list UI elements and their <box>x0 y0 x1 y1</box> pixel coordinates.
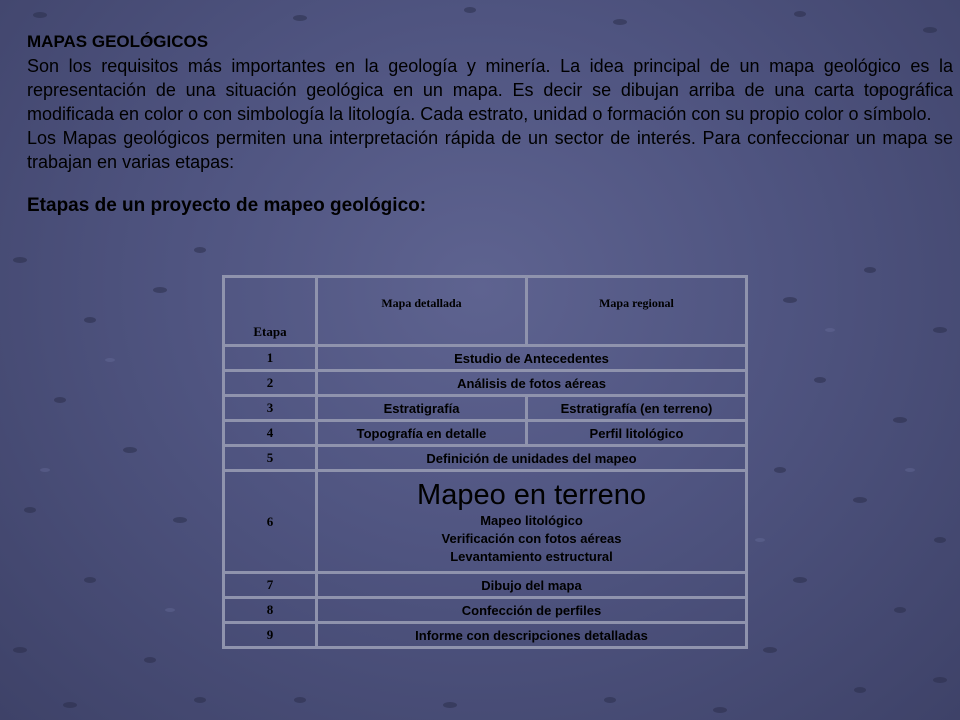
stages-table <box>222 275 748 649</box>
table-row <box>224 446 747 471</box>
stage-detallada: Topografía en detalle <box>317 421 527 446</box>
header-mapa-regional: Mapa regional <box>527 277 747 346</box>
header-mapa-detallada: Mapa detallada <box>317 277 527 346</box>
stage-description: Estudio de Antecedentes <box>317 346 747 371</box>
stage-subitem: Verificación con fotos aéreas <box>441 530 622 546</box>
paragraph-1: Son los requisitos más importantes en la geología y minería. La idea principal de un mapa geológico es la representación de una situación geológica en un mapa. Es decir se dibujan arriba de una carta topográfica modificada en color o con simbología la litología. Cada estrato, unidad o formación con su propio color o símbolo. <box>27 56 953 124</box>
stage-description: Dibujo del mapa <box>317 573 747 598</box>
paragraph-2: Los Mapas geológicos permiten una interpretación rápida de un sector de interés. Para confeccionar un mapa se trabajan en varias etapas: <box>27 128 953 172</box>
stage-description: Análisis de fotos aéreas <box>317 371 747 396</box>
table-row <box>224 371 747 396</box>
section-heading: MAPAS GEOLÓGICOS <box>27 32 209 51</box>
stage-number: 7 <box>224 573 317 598</box>
stage-regional: Estratigrafía (en terreno) <box>527 396 747 421</box>
stage-number: 5 <box>224 446 317 471</box>
stage-number: 3 <box>224 396 317 421</box>
stage-number: 1 <box>224 346 317 371</box>
stage-description: Informe con descripciones detalladas <box>317 623 747 648</box>
table-row <box>224 573 747 598</box>
table-row <box>224 471 747 573</box>
stage-number: 4 <box>224 421 317 446</box>
table-row <box>224 421 747 446</box>
stage-subitem: Levantamiento estructural <box>450 548 613 564</box>
table-row <box>224 623 747 648</box>
etapas-title: Etapas de un proyecto de mapeo geológico: <box>27 195 427 216</box>
stage-number: 9 <box>224 623 317 648</box>
stage-title: Mapeo en terreno <box>417 478 646 511</box>
stage-subitem: Mapeo litológico <box>480 512 583 528</box>
table-row <box>224 598 747 623</box>
stage-description: Confección de perfiles <box>317 598 747 623</box>
stage-detallada: Estratigrafía <box>317 396 527 421</box>
stage-regional: Perfil litológico <box>527 421 747 446</box>
text-block <box>27 30 953 218</box>
table-header-row <box>224 277 747 346</box>
table-row <box>224 396 747 421</box>
stage-description: Definición de unidades del mapeo <box>317 446 747 471</box>
stage-number: 2 <box>224 371 317 396</box>
table-row <box>224 346 747 371</box>
stage-number: 8 <box>224 598 317 623</box>
stage-mapeo-terreno <box>317 471 747 573</box>
stage-number: 6 <box>224 471 317 573</box>
header-etapa: Etapa <box>224 277 317 346</box>
